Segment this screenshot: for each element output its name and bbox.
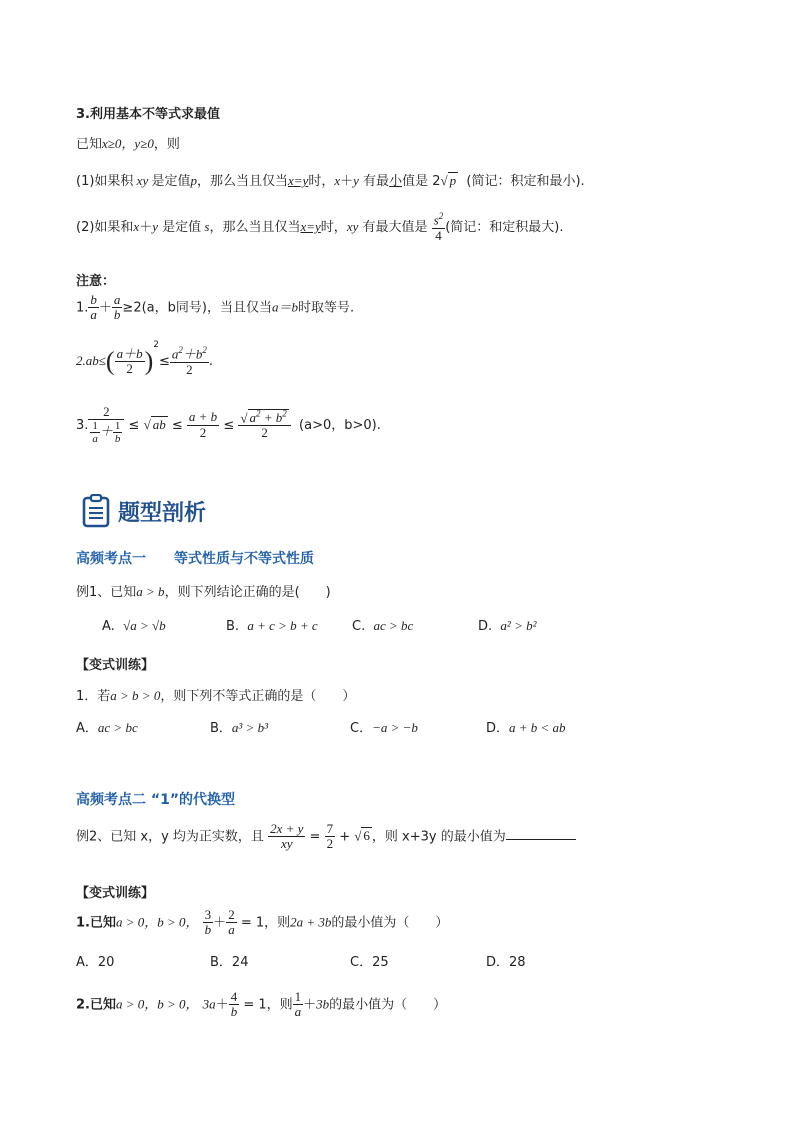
item2-d: 时，	[320, 219, 347, 235]
t2q1-post: ，则	[264, 915, 291, 931]
item1-a: (1)如果积	[76, 174, 134, 189]
note1-eq: a＝b	[271, 299, 298, 315]
training1-q1	[76, 685, 355, 704]
t1q1-option-d: D．a + b < ab	[486, 720, 566, 736]
note2: 2.ab≤( $\frac{a+b}{2}$ )$^2$≤ $\frac{a^2+b^2}{2}$ .	[76, 340, 214, 377]
item2-e: 有最大值是	[362, 219, 428, 235]
item2-line: (2)如果和x＋y 是定值 s，那么当且仅当x=y时，xy 有最大值是 $\frac{s^2}{4}$ (简记：和定积最大).	[76, 211, 564, 243]
item1-c: ，那么当且仅当	[196, 174, 288, 189]
frac-2-a: $\frac{2}{a}$	[228, 907, 235, 938]
example2: 例2、已知 x，y 均为正实数，且 $\frac{2x + y}{xy}$ = $\frac{7}{2}$ + √ 6 ，则 x+3y 的最小值为	[76, 822, 576, 852]
frac-2xy-xy: $\frac{2x + y}{xy}$	[270, 821, 304, 852]
t1q1-option-c: C．−a > −b	[350, 720, 418, 736]
note3-pre: 3.	[76, 417, 89, 433]
note1-mid: ≥2(a，b同号)，当且仅当	[122, 300, 272, 316]
answer-blank[interactable]	[506, 827, 576, 840]
frac-arith: $\frac{a + b}{2}$	[188, 409, 218, 440]
t2q2-pre: 2.已知	[76, 997, 116, 1013]
item1-d: 时，	[308, 174, 335, 189]
example1-option-a: A. √a > √b	[102, 618, 166, 634]
t1q1-pre: 1．若	[76, 689, 111, 704]
note1-pre: 1.	[76, 300, 89, 316]
frac-s2-4: $\frac{s^2}{4}$	[433, 211, 444, 243]
intro-pre: 已知	[76, 137, 103, 152]
t1q1-option-a: A．ac > bc	[76, 720, 138, 736]
t2q1-cond: a > 0，b > 0，	[115, 914, 199, 930]
example1-post: ，则下列结论正确的是( )	[164, 585, 331, 600]
note3: 3. 2 $\frac{1}{a}$ ＋ $\frac{1}{b}$ ≤ √ ab ≤ $\frac{a + b}{2}$ ≤ $\frac{√ a^2 + b^2}{2}$ (a>0，b>0).	[76, 404, 381, 446]
frac-ab-2: $\frac{a+b}{2}$	[116, 345, 143, 376]
item1-eq: x=y	[288, 173, 309, 188]
item2-b: 是定值	[162, 219, 202, 235]
note1: 1. $\frac{b}{a}$ ＋ $\frac{a}{b}$ ≥2(a，b同号)，当且仅当a＝b时取等号.	[76, 292, 355, 323]
t2q1-expr: 2a + 3b	[290, 914, 332, 930]
note3-cond: (a>0，b>0).	[299, 417, 381, 433]
t2q1-option-b: B．24	[210, 955, 249, 970]
frac-1-a: $\frac{1}{a}$	[294, 989, 302, 1020]
notes-title: 注意：	[76, 274, 116, 289]
t2q2-post: ，则	[266, 997, 293, 1013]
training2-q2: 2.已知a > 0，b > 0， 3a＋ $\frac{4}{b}$ = 1，则 $\frac{1}{a}$ ＋3b的最小值为（ ）	[76, 989, 447, 1020]
item2-a: (2)如果和	[76, 219, 134, 235]
intro-post: ，则	[153, 137, 180, 152]
t2q1-pre: 1.已知	[76, 915, 116, 931]
intro-cond: x≥0，y≥0	[102, 136, 154, 151]
frac-a2b2-2: $\frac{a^2+b^2}{2}$	[171, 345, 207, 377]
example1-pre: 例1、已知	[76, 585, 137, 600]
sqrt-ab: √ ab	[143, 416, 166, 432]
item1-f: 值是 2	[402, 174, 441, 189]
t1q1-cond: a > b > 0	[110, 688, 161, 703]
frac-harmonic: 2 $\frac{1}{a}$ ＋ $\frac{1}{b}$	[88, 405, 124, 445]
item1-b: 是定值	[151, 174, 191, 189]
example2-pre: 例2、已知 x，y 均为正实数，且	[76, 829, 264, 845]
intro-line	[76, 133, 180, 152]
note2-pre: 2.ab≤	[76, 353, 106, 368]
item2-c: ，那么当且仅当	[209, 219, 301, 235]
example2-post: ，则 x+3y 的最小值为	[371, 829, 506, 845]
frac-b-a: $\frac{b}{a}$	[90, 292, 97, 323]
sqrt-p: √ p	[440, 173, 457, 188]
frac-7-2: $\frac{7}{2}$	[326, 821, 334, 852]
example1-option-b: B. a + c > b + c	[226, 618, 318, 634]
t2q2-cond: a > 0，b > 0，	[115, 996, 199, 1012]
item1-g: (简记：积定和最小).	[466, 174, 585, 189]
example1	[76, 581, 331, 600]
topic1-title: 高频考点一 等式性质与不等式性质	[76, 551, 314, 567]
t2q2-tail: 的最小值为（ ）	[329, 997, 447, 1013]
frac-3-b: $\frac{3}{b}$	[204, 907, 212, 938]
clipboard-icon	[82, 494, 110, 532]
section-title: 3.利用基本不等式求最值	[76, 107, 220, 122]
t1q1-option-b: B．a³ > b³	[210, 720, 268, 736]
note1-post: 时取等号.	[297, 300, 355, 316]
item1-small: 小	[389, 174, 403, 189]
example1-option-c: C. ac > bc	[352, 618, 414, 634]
example1-option-d: D. a² > b²	[478, 618, 537, 634]
frac-a-b: $\frac{a}{b}$	[113, 292, 121, 323]
frac-4-b: $\frac{4}{b}$	[230, 989, 238, 1020]
example1-cond: a > b	[136, 584, 165, 599]
item2-g: (简记：和定积最大).	[445, 219, 564, 235]
item1-e: 有最	[363, 174, 390, 189]
topic2-title: 高频考点二 “1”的代换型	[76, 792, 236, 808]
training1-title: 【变式训练】	[76, 658, 155, 673]
section-header-title: 题型剖析	[118, 501, 207, 526]
item1-line: (1)如果积 xy 是定值p，那么当且仅当x=y时，x＋y 有最小值是 2√ p (简记：积定和最小).	[76, 173, 585, 189]
sqrt-6: √ 6	[354, 828, 370, 844]
training2-q1: 1.已知a > 0，b > 0， $\frac{3}{b}$ ＋ $\frac{2}{a}$ = 1，则2a + 3b的最小值为（ ）	[76, 907, 449, 938]
t2q1-tail: 的最小值为（ ）	[331, 915, 449, 931]
t2q1-option-a: A．20	[76, 955, 115, 970]
t1q1-post: ，则下列不等式正确的是（ ）	[160, 689, 356, 704]
t2q1-option-c: C．25	[350, 955, 389, 970]
t2q1-option-d: D．28	[486, 955, 526, 970]
frac-quadratic: $\frac{√ a^2 + b^2}{2}$	[238, 410, 290, 441]
item2-eq: x=y	[300, 218, 321, 234]
training2-title: 【变式训练】	[76, 886, 155, 901]
